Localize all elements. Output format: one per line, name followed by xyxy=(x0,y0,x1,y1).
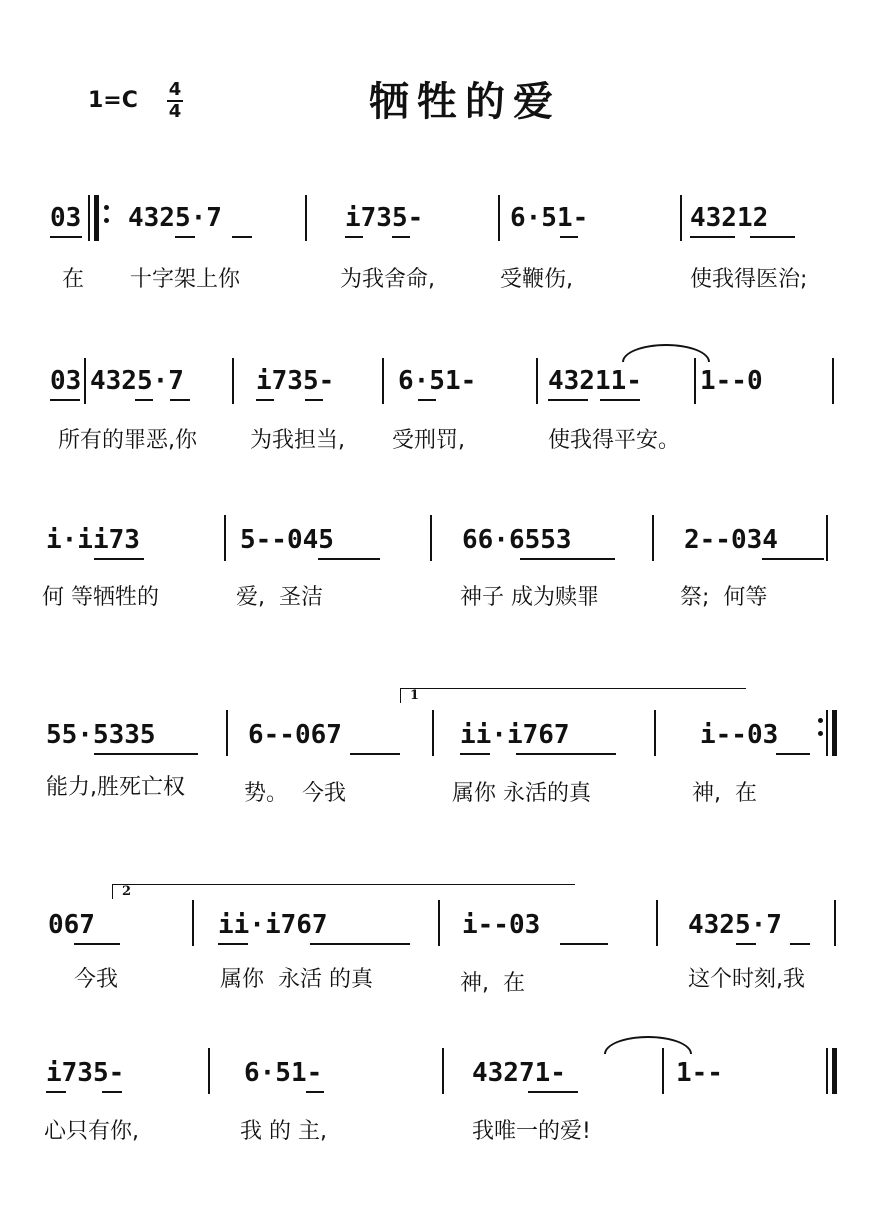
underline xyxy=(392,236,410,238)
notes-measure: i--03 xyxy=(462,910,541,940)
notes-measure: 66·6553 xyxy=(462,525,572,555)
underline xyxy=(750,236,795,238)
notes-measure: 43271- xyxy=(472,1058,566,1088)
underline xyxy=(520,558,615,560)
bar-line xyxy=(88,195,90,241)
notes-measure: 55·5335 xyxy=(46,720,156,750)
underline xyxy=(232,236,252,238)
lyrics-text: 今我 xyxy=(74,967,119,992)
bar-line xyxy=(192,900,194,946)
notes-measure: i--03 xyxy=(700,720,779,750)
repeat-dots xyxy=(818,718,824,744)
tie-arc xyxy=(604,1036,692,1054)
bar-line xyxy=(442,1048,444,1094)
repeat-end-bar xyxy=(832,710,837,756)
underline xyxy=(218,943,248,945)
lyrics-text: 十字架上你 xyxy=(130,267,241,292)
underline xyxy=(460,753,490,755)
song-title: 牺牲的爱 xyxy=(369,79,561,125)
lyrics-text: 祭; 何等 xyxy=(680,585,768,610)
bar-line xyxy=(432,710,434,756)
bar-line xyxy=(382,358,384,404)
underline xyxy=(318,558,380,560)
underline xyxy=(306,1091,324,1093)
underline xyxy=(345,236,363,238)
underline xyxy=(762,558,824,560)
notes-measure: i·ii73 xyxy=(46,525,140,555)
key-signature: 1=C xyxy=(88,88,138,113)
lyrics-text: 受鞭伤, xyxy=(500,267,573,292)
notes-measure: 6--067 xyxy=(248,720,342,750)
volta-bracket-2 xyxy=(112,884,575,899)
notes-measure: 067 xyxy=(48,910,95,940)
notes-measure: i735- xyxy=(46,1058,125,1088)
underline xyxy=(736,943,756,945)
bar-line xyxy=(536,358,538,404)
bar-line xyxy=(232,358,234,404)
notes-measure: ii·i767 xyxy=(218,910,328,940)
underline xyxy=(776,753,810,755)
lyrics-text: 在 xyxy=(62,267,85,292)
lyrics-text: 这个时刻,我 xyxy=(688,967,805,992)
underline xyxy=(46,1091,66,1093)
notes-measure: 43211- xyxy=(548,366,642,396)
underline xyxy=(350,753,400,755)
underline xyxy=(560,236,578,238)
bar-line xyxy=(662,1048,664,1094)
bar-line xyxy=(226,710,228,756)
underline xyxy=(50,399,80,401)
underline xyxy=(50,236,82,238)
lyrics-text: 受刑罚, xyxy=(392,428,465,453)
notes-measure: 5--045 xyxy=(240,525,334,555)
notes-measure: ii·i767 xyxy=(460,720,570,750)
lyrics-text: 何 等牺牲的 xyxy=(42,585,159,610)
underline xyxy=(94,753,198,755)
bar-line xyxy=(224,515,226,561)
lyrics-text: 我 的 主, xyxy=(240,1119,327,1144)
lyrics-text: 神, 在 xyxy=(692,781,757,806)
bar-line xyxy=(826,1048,828,1094)
lyrics-text: 属你 永活 的真 xyxy=(220,967,373,992)
underline xyxy=(256,399,274,401)
notes-measure: 03 xyxy=(50,203,82,233)
notes-measure: 4325·7 xyxy=(90,366,184,396)
underline xyxy=(548,399,588,401)
underline xyxy=(516,753,616,755)
underline xyxy=(94,558,144,560)
underline xyxy=(528,1091,578,1093)
lyrics-text: 为我担当, xyxy=(250,428,345,453)
notes-measure: 1-- xyxy=(676,1058,723,1088)
repeat-dots xyxy=(104,205,110,231)
lyrics-text: 使我得医治; xyxy=(690,267,808,292)
underline xyxy=(102,1091,122,1093)
notes-measure: 2--034 xyxy=(684,525,778,555)
lyrics-text: 爱, 圣洁 xyxy=(236,585,323,610)
underline xyxy=(600,399,640,401)
time-signature xyxy=(165,80,185,122)
notes-measure: 6·51- xyxy=(510,203,589,233)
bar-line xyxy=(654,710,656,756)
bar-line xyxy=(208,1048,210,1094)
bar-line xyxy=(430,515,432,561)
underline xyxy=(74,943,120,945)
notes-measure: 4325·7 xyxy=(128,203,222,233)
lyrics-text: 势。 今我 xyxy=(244,781,346,806)
bar-line xyxy=(656,900,658,946)
notes-measure: i735- xyxy=(256,366,335,396)
lyrics-text: 神子 成为赎罪 xyxy=(460,585,599,610)
underline xyxy=(418,399,436,401)
bar-line xyxy=(84,358,86,404)
bar-line xyxy=(694,358,696,404)
lyrics-text: 能力,胜死亡权 xyxy=(46,775,185,800)
lyrics-text: 所有的罪恶,你 xyxy=(58,428,197,453)
meter-top: 4 xyxy=(168,79,182,100)
notes-measure: 1--0 xyxy=(700,366,763,396)
volta-bracket-1 xyxy=(400,688,746,703)
notes-measure: 6·51- xyxy=(398,366,477,396)
underline xyxy=(305,399,323,401)
lyrics-text: 为我舍命, xyxy=(340,267,435,292)
repeat-start-bar xyxy=(94,195,99,241)
lyrics-text: 我唯一的爱! xyxy=(472,1119,591,1144)
final-bar xyxy=(832,1048,837,1094)
underline xyxy=(690,236,735,238)
underline xyxy=(175,236,195,238)
underline xyxy=(790,943,810,945)
bar-line xyxy=(652,515,654,561)
bar-line xyxy=(832,358,834,404)
volta-number: 1 xyxy=(410,688,420,703)
bar-line xyxy=(438,900,440,946)
underline xyxy=(310,943,410,945)
notes-measure: i735- xyxy=(345,203,424,233)
tie-arc xyxy=(622,344,710,362)
bar-line xyxy=(834,900,836,946)
bar-line xyxy=(826,515,828,561)
underline xyxy=(135,399,153,401)
volta-number: 2 xyxy=(122,884,132,899)
lyrics-text: 使我得平安。 xyxy=(548,428,681,453)
notes-measure: 4325·7 xyxy=(688,910,782,940)
bar-line xyxy=(305,195,307,241)
lyrics-text: 属你 永活的真 xyxy=(452,781,591,806)
bar-line xyxy=(826,710,828,756)
bar-line xyxy=(498,195,500,241)
meter-bottom: 4 xyxy=(168,101,182,122)
underline xyxy=(560,943,608,945)
lyrics-text: 心只有你, xyxy=(44,1119,139,1144)
bar-line xyxy=(680,195,682,241)
lyrics-text: 神, 在 xyxy=(460,971,525,996)
notes-measure: 6·51- xyxy=(244,1058,323,1088)
notes-measure: 43212 xyxy=(690,203,769,233)
underline xyxy=(170,399,190,401)
notes-measure: 03 xyxy=(50,366,82,396)
